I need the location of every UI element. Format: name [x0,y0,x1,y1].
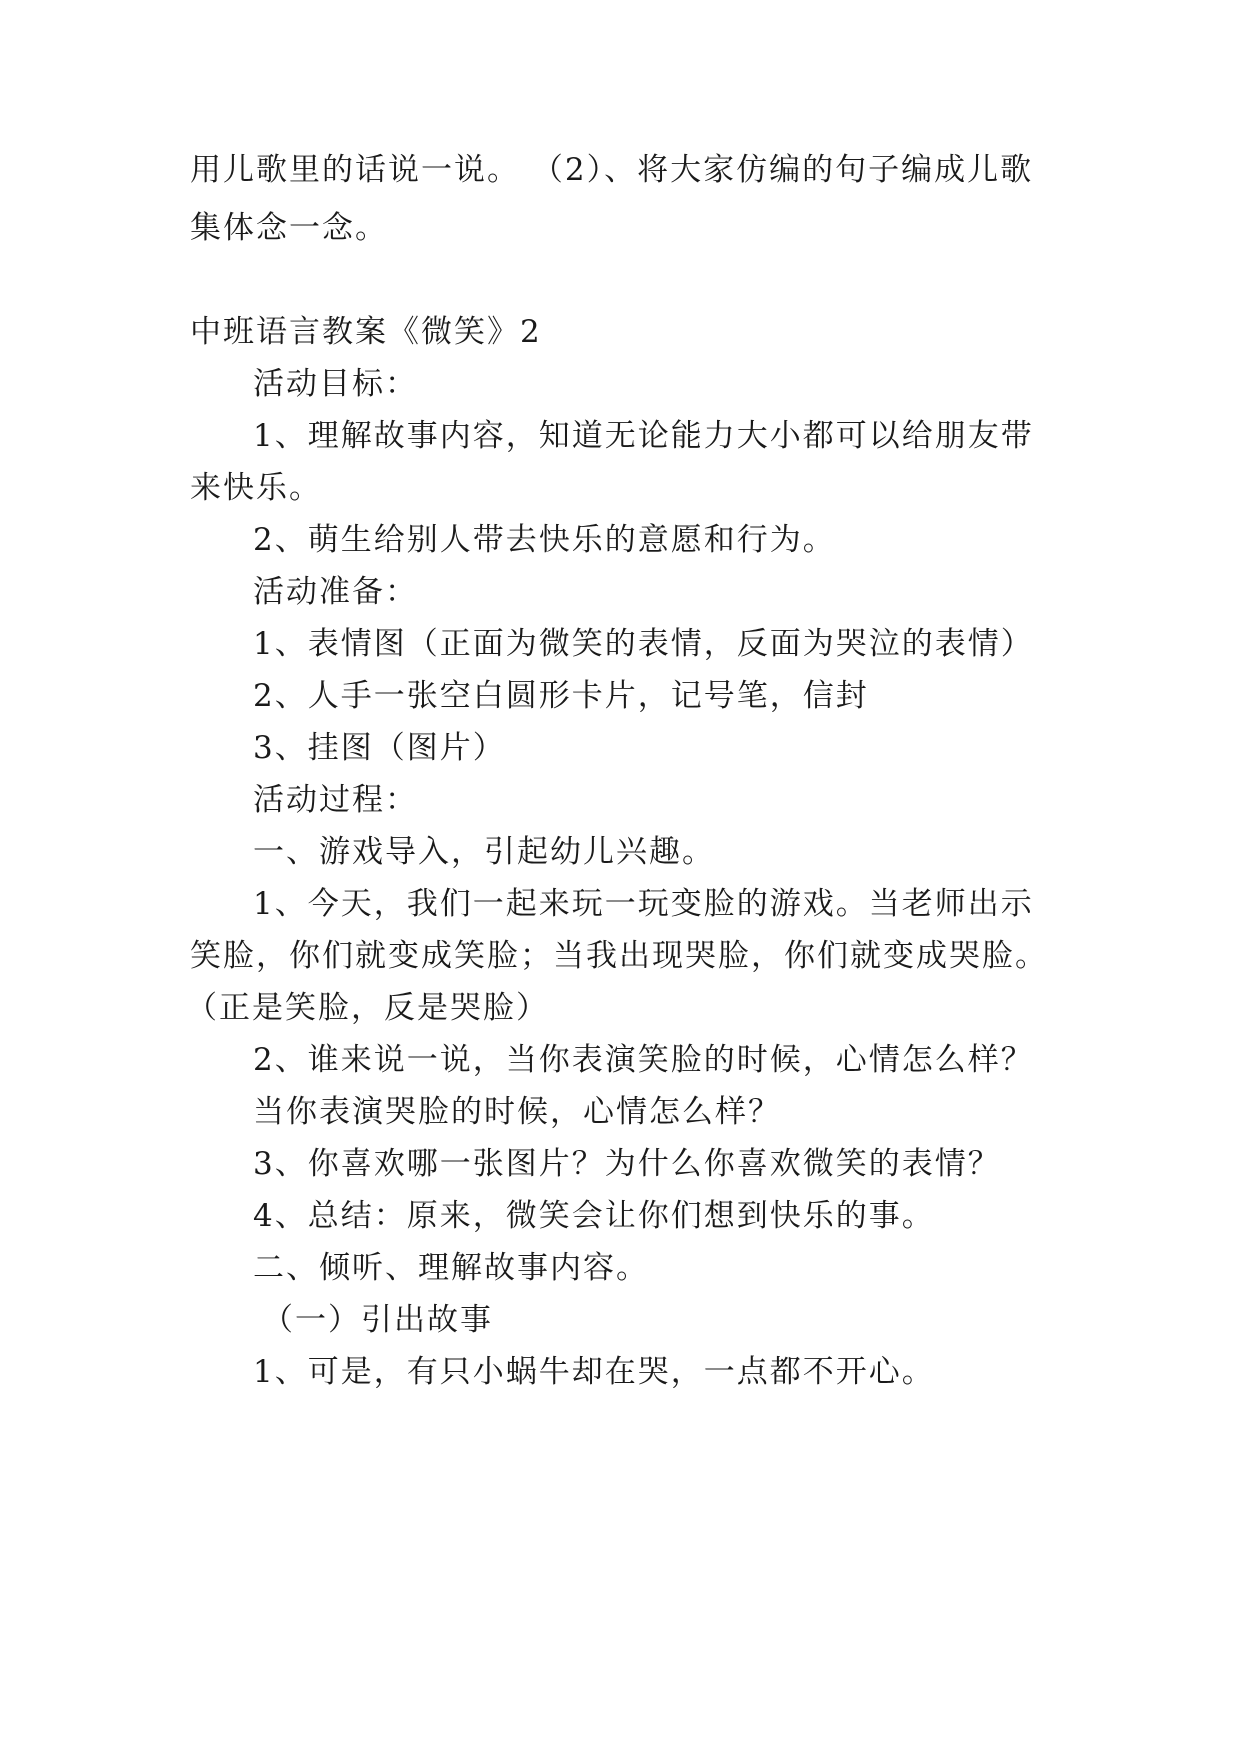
body-line: 笑脸，你们就变成笑脸；当我出现哭脸，你们就变成哭脸。 [190,938,1048,974]
body-line: 当你表演哭脸的时候，心情怎么样？ [253,1094,781,1130]
body-line: 一、游戏导入，引起幼儿兴趣。 [253,834,715,870]
body-line: 3、挂图（图片） [253,730,506,766]
body-line: 活动准备： [253,574,418,610]
body-line: 活动过程： [253,782,418,818]
body-line: （正是笑脸，反是哭脸） [186,990,549,1026]
body-line: 活动目标： [253,366,418,402]
section-title: 中班语言教案《微笑》2 [190,314,542,350]
body-line: 1、理解故事内容，知道无论能力大小都可以给朋友带 [253,418,1034,454]
body-line: 3、你喜欢哪一张图片？为什么你喜欢微笑的表情？ [253,1146,1001,1182]
body-line: 2、人手一张空白圆形卡片，记号笔，信封 [253,678,869,714]
body-line: 2、萌生给别人带去快乐的意愿和行为。 [253,522,836,558]
body-line: （一）引出故事 [262,1302,493,1338]
body-line: 来快乐。 [190,470,322,506]
body-line: 1、可是，有只小蜗牛却在哭，一点都不开心。 [253,1354,935,1390]
body-line: 2、谁来说一说，当你表演笑脸的时候，心情怎么样？ [253,1042,1034,1078]
body-line: 1、表情图（正面为微笑的表情，反面为哭泣的表情） [253,626,1034,662]
body-line: 4、总结：原来，微笑会让你们想到快乐的事。 [253,1198,935,1234]
body-line: 1、今天，我们一起来玩一玩变脸的游戏。当老师出示 [253,886,1034,922]
body-line: 集体念一念。 [190,210,388,246]
body-line: 二、倾听、理解故事内容。 [253,1250,649,1286]
body-line: 用儿歌里的话说一说。 （2）、将大家仿编的句子编成儿歌 [190,152,1034,188]
